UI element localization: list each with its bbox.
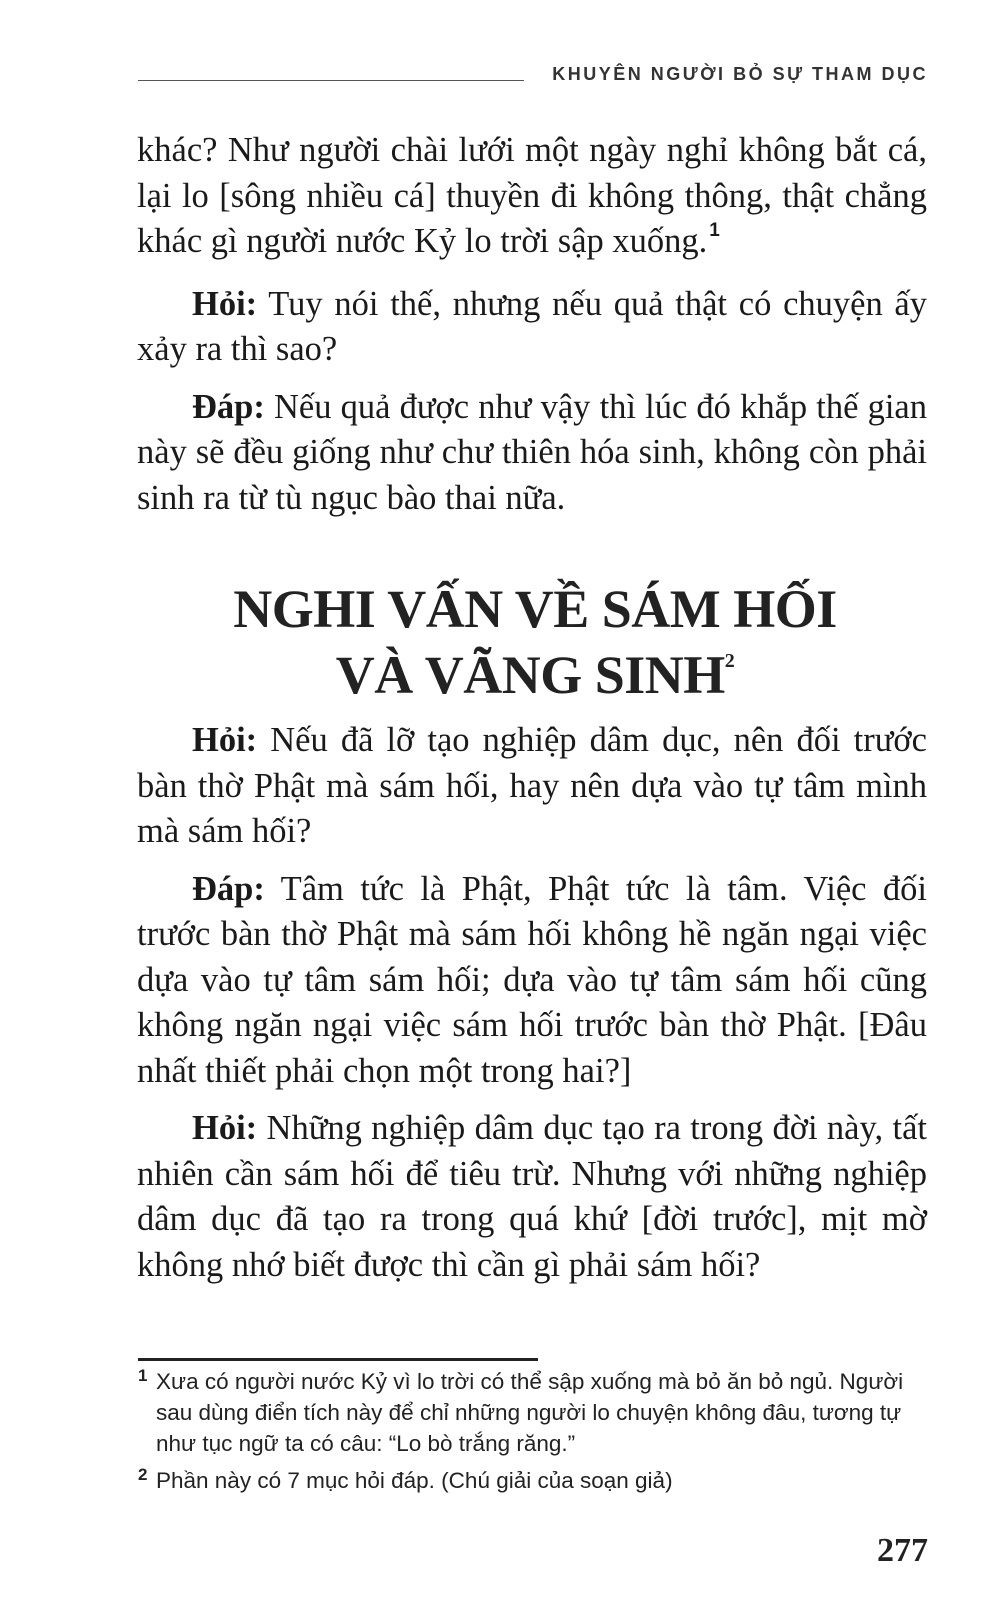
header-rule bbox=[138, 80, 524, 81]
question-label: Hỏi: bbox=[192, 1109, 258, 1147]
footnote bbox=[138, 1366, 930, 1459]
footnotes bbox=[138, 1366, 930, 1502]
paragraph-continuation bbox=[137, 128, 927, 270]
paragraph-text: Nếu quả được như vậy thì lúc đó khắp thế gian này sẽ đều giống như chư thiên hóa sinh, không còn phải sinh ra từ tù ngục bào thai nữa. bbox=[137, 387, 927, 517]
footnote-reference: 1 bbox=[709, 220, 720, 241]
footnote-divider bbox=[138, 1358, 538, 1361]
section-heading bbox=[0, 576, 1000, 720]
paragraph-text: khác? Như người chài lưới một ngày nghỉ không bắt cá, lại lo [sông nhiều cá] thuyền đi không thông, thật chẳng khác gì người nước Kỷ lo trời sập xuống. bbox=[137, 131, 927, 260]
question-paragraph bbox=[137, 1106, 927, 1288]
running-header: KHUYÊN NGƯỜI BỎ SỰ THAM DỤC bbox=[552, 64, 928, 84]
answer-paragraph bbox=[137, 867, 927, 1095]
body-text-top bbox=[137, 128, 927, 533]
answer-paragraph bbox=[137, 385, 927, 522]
answer-label: Đáp: bbox=[192, 869, 265, 908]
question-label: Hỏi: bbox=[192, 284, 258, 323]
paragraph-text: Tâm tức là Phật, Phật tức là tâm. Việc đối trước bàn thờ Phật mà sám hối không hề ngăn ngại việc dựa vào tự tâm sám hối; dựa vào tự tâm sám hối cũng không ngăn ngại việc sám hối trước bàn thờ Phật. [Đâu nhất thiết phải chọn một trong hai?] bbox=[137, 869, 927, 1090]
question-paragraph bbox=[137, 282, 927, 373]
footnote bbox=[138, 1465, 930, 1496]
paragraph-text: Nếu đã lỡ tạo nghiệp dâm dục, nên đối trước bàn thờ Phật mà sám hối, hay nên dựa vào tự tâm mình mà sám hối? bbox=[137, 721, 927, 850]
answer-label: Đáp: bbox=[192, 387, 265, 426]
footnote-number: 2 bbox=[138, 1465, 148, 1484]
section-heading-line2-wrap bbox=[0, 642, 1000, 720]
footnote-number: 1 bbox=[138, 1366, 148, 1385]
section-heading-line2: VÀ VÃNG SINH bbox=[335, 645, 725, 705]
body-text-bottom bbox=[137, 718, 927, 1300]
footnote-text: Xưa có người nước Kỷ vì lo trời có thể sập xuống mà bỏ ăn bỏ ngủ. Người sau dùng điển tích này để chỉ những người lo chuyện không đâu, tương tự như tục ngữ ta có câu: “Lo bò trắng răng.” bbox=[156, 1369, 904, 1456]
paragraph-text: Tuy nói thế, nhưng nếu quả thật có chuyện ấy xảy ra thì sao? bbox=[137, 284, 927, 368]
page-number: 277 bbox=[877, 1532, 928, 1569]
footnote-reference: 2 bbox=[724, 650, 735, 672]
section-heading-line1: NGHI VẤN VỀ SÁM HỐI bbox=[233, 579, 837, 639]
question-label: Hỏi: bbox=[192, 721, 258, 759]
question-paragraph bbox=[137, 718, 927, 855]
footnote-text: Phần này có 7 mục hỏi đáp. (Chú giải của soạn giả) bbox=[156, 1468, 673, 1493]
paragraph-text: Những nghiệp dâm dục tạo ra trong đời này, tất nhiên cần sám hối để tiêu trừ. Nhưng với những nghiệp dâm dục đã tạo ra trong quá khứ [đời trước], mịt mờ không nhớ biết được thì cần gì phải sám hối? bbox=[137, 1109, 927, 1284]
